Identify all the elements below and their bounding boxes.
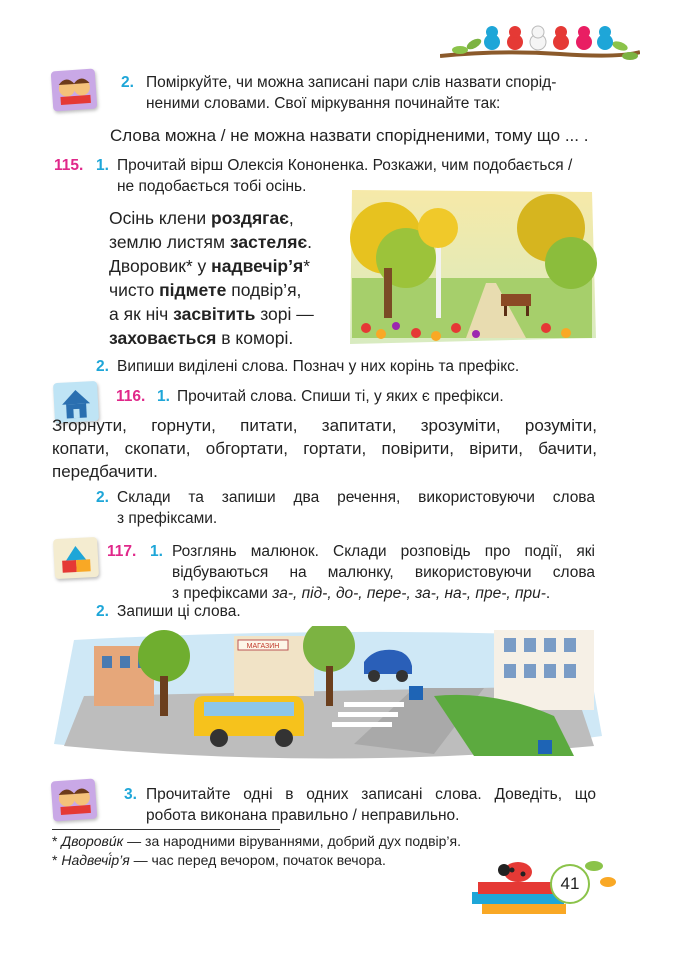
- footnote-term: Надвечі́р’я: [61, 852, 130, 868]
- word-list-line: Згорнути, горнути, питати, запитати, зрозуміти, розуміти,: [52, 416, 597, 435]
- task-text: відбуваються на малюнку, використовуючи слова: [172, 564, 595, 581]
- task-text: Прочитайте одні в одних записані слова. Доведіть, що: [146, 786, 596, 803]
- footnote-divider: [52, 829, 280, 830]
- task-text: з префіксами за-, під-, до-, пере-, за-, на-, пре-, при-.: [172, 585, 551, 602]
- autumn-park-illustration: [346, 188, 598, 346]
- word-list-line: передбачити.: [52, 462, 158, 481]
- poem-line: Осінь клени роздягає,: [109, 208, 294, 228]
- task-text: неними словами. Свої міркування починайте так:: [146, 95, 501, 112]
- footnote: * Надвечі́р’я — час перед вечором, початок вечора.: [52, 852, 386, 868]
- branch-with-birds-decoration: [440, 12, 640, 72]
- pair-work-icon: [51, 69, 98, 112]
- task-text: Поміркуйте, чи можна записані пари слів назвати спорід-: [146, 74, 557, 91]
- answer-starter: Слова можна / не можна назвати спорідненими, тому що ... .: [110, 126, 589, 145]
- task-number: 117.: [107, 543, 137, 560]
- highlighted-word: підмете: [159, 280, 227, 300]
- task-number: 116.: [116, 388, 146, 405]
- highlighted-word: заховається: [109, 328, 217, 348]
- item-number: 2.: [121, 74, 134, 91]
- task-text: Розглянь малюнок. Склади розповідь про події, які: [172, 543, 595, 560]
- task-number: 115.: [54, 157, 84, 174]
- poem-line: заховається в коморі.: [109, 328, 294, 348]
- highlighted-word: засвітить: [173, 304, 256, 324]
- highlighted-word: надвечір’я: [211, 256, 304, 276]
- building-blocks-icon: [53, 537, 99, 579]
- poem: [109, 206, 339, 350]
- books-ladybug-decoration: [468, 852, 618, 918]
- item-number: 2.: [96, 358, 109, 375]
- pair-work-icon: [51, 779, 98, 822]
- item-number: 1.: [96, 157, 109, 174]
- shop-sign: МАГАЗИН: [246, 643, 280, 650]
- poem-line: Дворовик* у надвечір’я*: [109, 256, 311, 276]
- task-text: Прочитай вірш Олексія Кононенка. Розкажи, чим подобається /: [117, 157, 573, 174]
- task-text: Прочитай слова. Спиши ті, у яких є префікси.: [177, 388, 504, 405]
- item-number: 2.: [96, 489, 109, 506]
- page-number: 41: [550, 864, 590, 904]
- item-number: 3.: [124, 786, 137, 803]
- item-number: 2.: [96, 603, 109, 620]
- item-number: 1.: [150, 543, 163, 560]
- highlighted-word: роздягає: [211, 208, 289, 228]
- task-text: не подобається тобі осінь.: [117, 178, 307, 195]
- footnote-term: Дворови́к: [61, 833, 124, 849]
- highlighted-word: застеляє: [229, 232, 308, 252]
- poem-line: а як ніч засвітить зорі —: [109, 304, 314, 324]
- task-text: Випиши виділені слова. Познач у них корінь та префікс.: [117, 358, 520, 375]
- task-text: з префіксами.: [117, 510, 218, 527]
- item-number: 1.: [157, 388, 170, 405]
- street-scene-illustration: [54, 626, 602, 766]
- prefix-list: за-, під-, до-, пере-, за-, на-, пре-, при-: [272, 585, 546, 602]
- poem-line: землю листям застеляє.: [109, 232, 313, 252]
- task-text: Запиши ці слова.: [117, 603, 241, 620]
- footnote: * Дворови́к — за народними віруваннями, добрий дух подвір’я.: [52, 833, 461, 849]
- word-list-line: копати, скопати, обгортати, гортати, повірити, вірити, бачити,: [52, 439, 597, 458]
- task-text: робота виконана правильно / неправильно.: [146, 807, 460, 824]
- poem-line: чисто підмете подвір’я,: [109, 280, 302, 300]
- task-text: Склади та запиши два речення, використовуючи слова: [117, 489, 595, 506]
